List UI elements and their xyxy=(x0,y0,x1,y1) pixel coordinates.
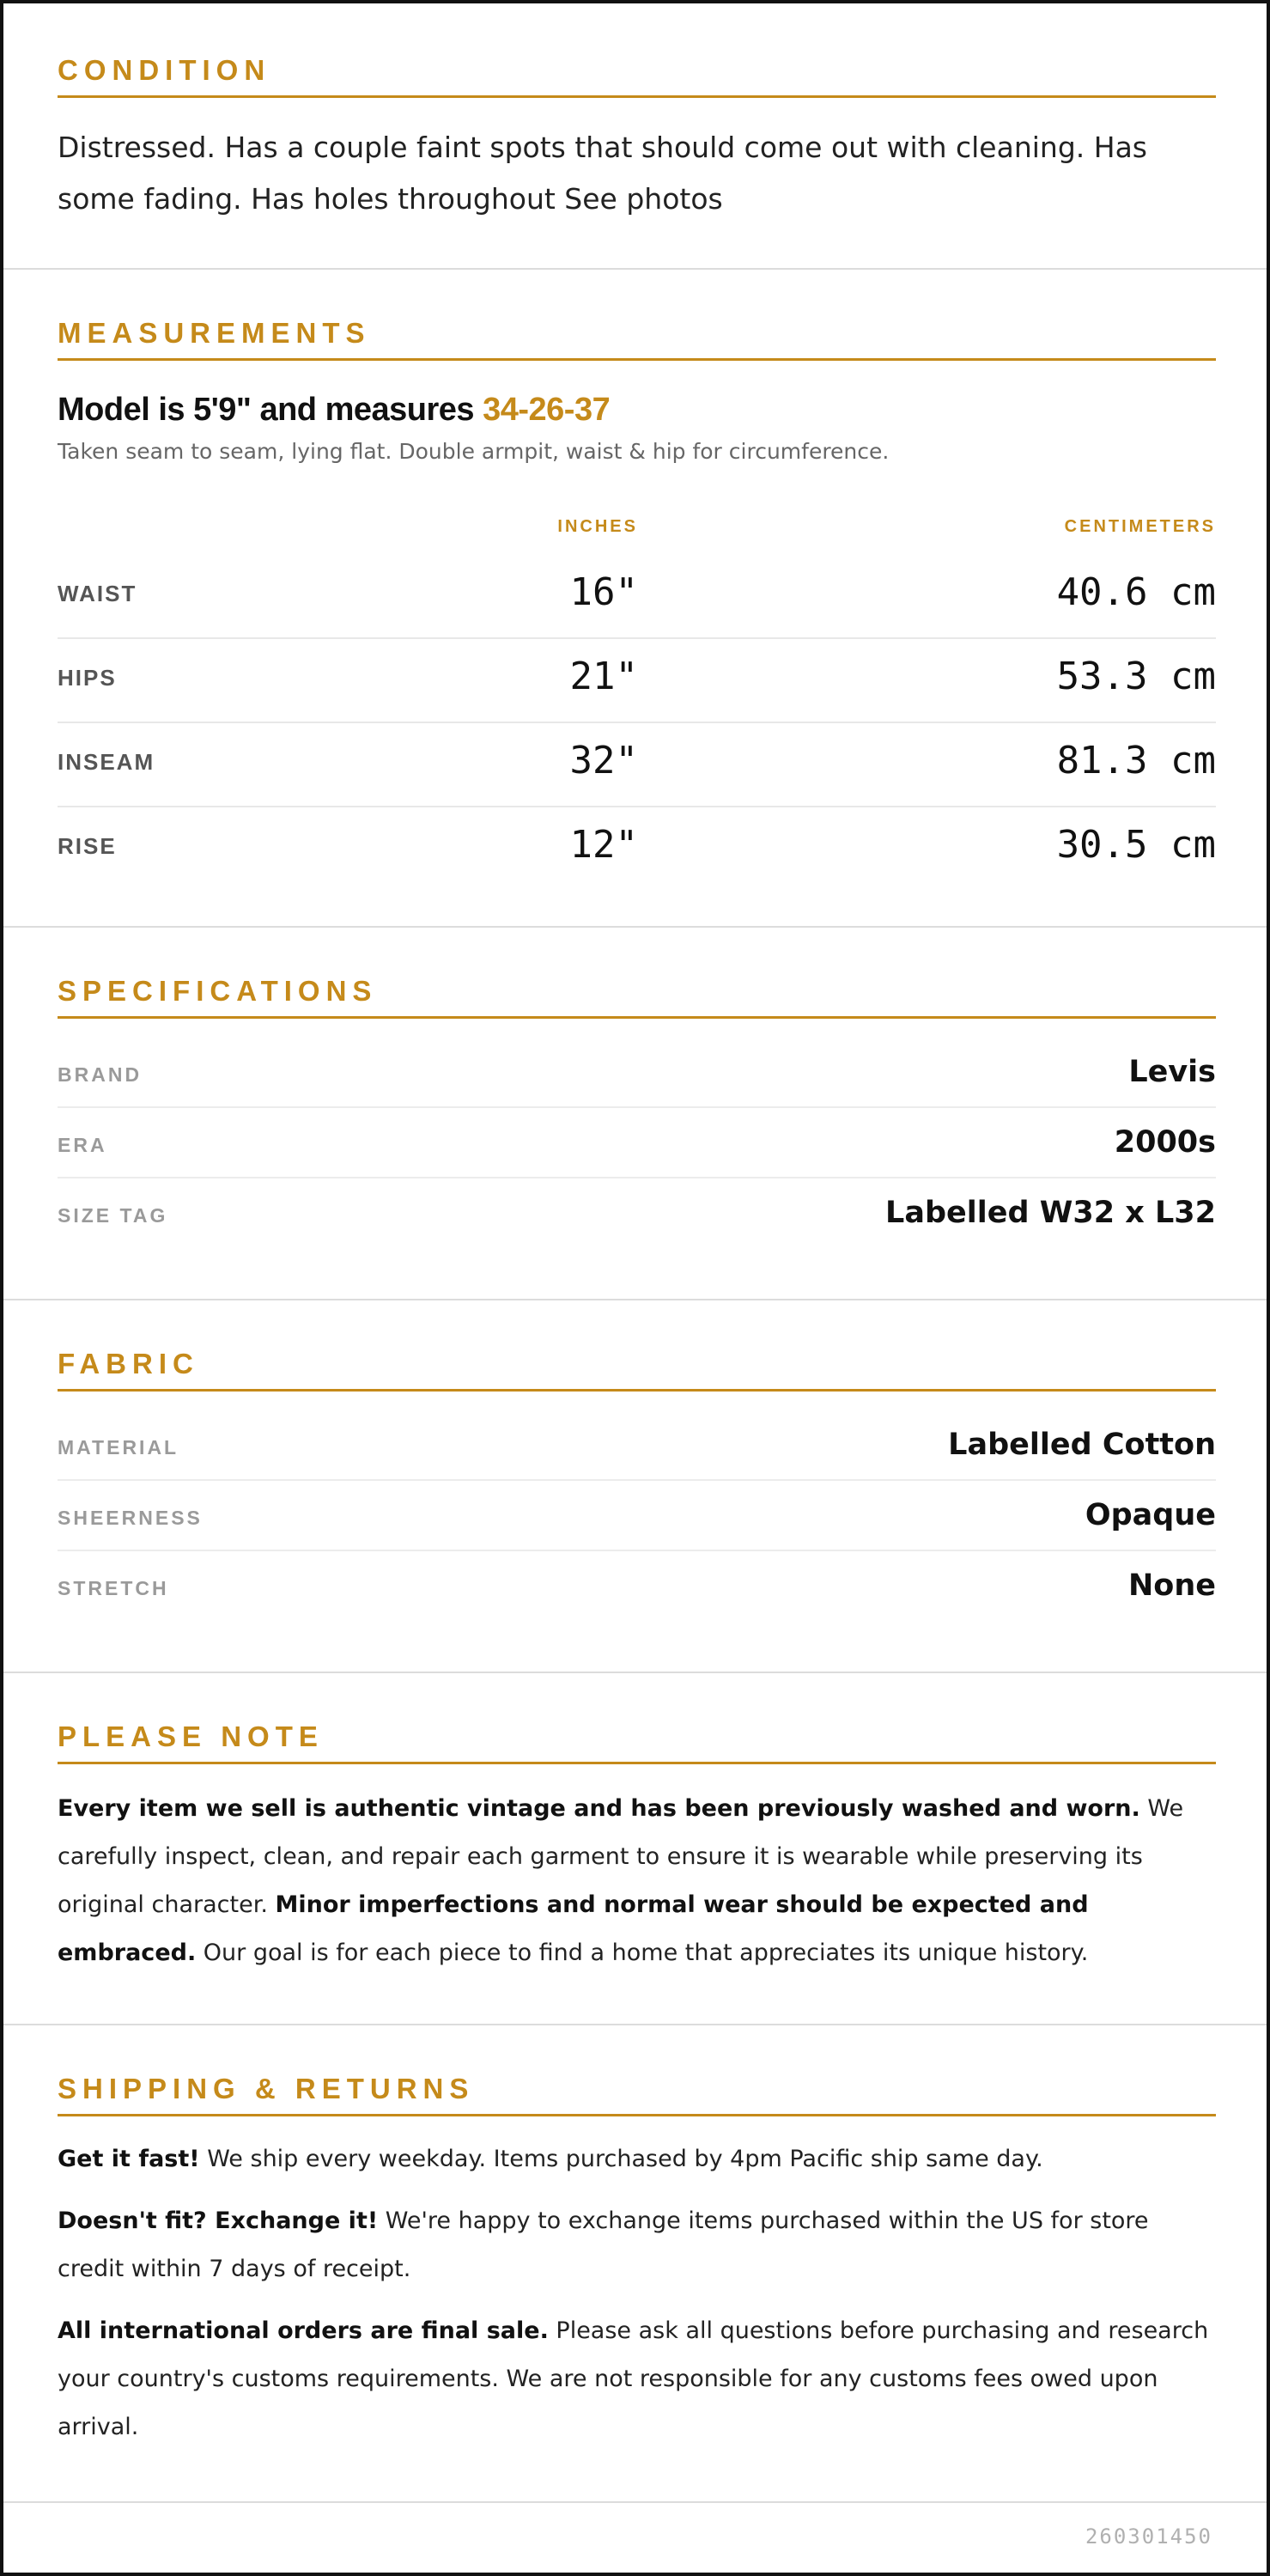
shipping-text-1: We ship every weekday. Items purchased by 4pm Pacific ship same day. xyxy=(199,2146,1043,2172)
shipping-section xyxy=(3,2025,1267,2503)
condition-text: Distressed. Has a couple faint spots that should come out with cleaning. Has some fading. Has holes throughout See photos xyxy=(58,131,1147,216)
fabric-label: STRETCH xyxy=(58,1577,169,1599)
shipping-paragraph-3 xyxy=(58,2307,1216,2451)
please-note-text-2: Our goal is for each piece to find a home that appreciates its unique history. xyxy=(196,1940,1089,1966)
please-note-section xyxy=(3,1673,1267,2025)
column-header-inches: INCHES xyxy=(557,517,638,536)
shipping-text-2: We're happy to exchange items purchased within the US for store credit within 7 days of receipt. xyxy=(58,2208,1149,2282)
shipping-text-3: Please ask all questions before purchasing and research your country's customs requirements. We are not responsible for any customs fees owed upon arrival. xyxy=(58,2317,1209,2440)
measurement-row-waist xyxy=(58,555,1216,639)
shipping-bold-2: Doesn't fit? Exchange it! xyxy=(58,2208,379,2234)
shipping-heading: SHIPPING & RETURNS xyxy=(58,2070,1216,2116)
measurement-label: INSEAM xyxy=(58,749,155,775)
measurement-label: WAIST xyxy=(58,581,137,606)
shipping-paragraph-1 xyxy=(58,2135,1216,2183)
measurements-section xyxy=(3,270,1267,928)
fabric-label: SHEERNESS xyxy=(58,1507,203,1529)
condition-heading: CONDITION xyxy=(58,52,1216,98)
measurement-row-rise xyxy=(58,807,1216,892)
spec-value: Labelled W32 x L32 xyxy=(885,1196,1216,1230)
fabric-row-stretch xyxy=(58,1551,1216,1622)
measurement-label: RISE xyxy=(58,833,117,859)
measurement-inches: 32" xyxy=(569,739,638,783)
measurement-label: HIPS xyxy=(58,665,117,691)
spec-row-era xyxy=(58,1108,1216,1178)
please-note-bold-2: Minor imperfections and normal wear should be expected and embraced. xyxy=(58,1891,1089,1966)
measurements-heading: MEASUREMENTS xyxy=(58,314,1216,361)
measurement-inches: 16" xyxy=(569,570,638,614)
fabric-row-sheerness xyxy=(58,1481,1216,1551)
spec-value: 2000s xyxy=(1114,1125,1216,1160)
column-header-centimeters: CENTIMETERS xyxy=(1064,517,1216,536)
fabric-value: None xyxy=(1128,1568,1216,1603)
please-note-heading: PLEASE NOTE xyxy=(58,1718,1216,1764)
measurement-centimeters: 30.5 cm xyxy=(1056,823,1216,867)
spec-row-size-tag xyxy=(58,1178,1216,1249)
spec-label: SIZE TAG xyxy=(58,1204,168,1227)
measurement-row-hips xyxy=(58,639,1216,723)
fabric-value: Opaque xyxy=(1085,1498,1216,1532)
please-note-bold-1: Every item we sell is authentic vintage and has been previously washed and worn. xyxy=(58,1795,1140,1822)
model-measurements xyxy=(58,392,1216,429)
please-note-text-1: We carefully inspect, clean, and repair each garment to ensure it is wearable while preserving its original character. xyxy=(58,1795,1184,1918)
measurement-centimeters: 40.6 cm xyxy=(1056,570,1216,614)
measurement-inches: 21" xyxy=(569,655,638,698)
measurement-inches: 12" xyxy=(569,823,638,867)
measurement-centimeters: 81.3 cm xyxy=(1056,739,1216,783)
condition-section xyxy=(3,3,1267,270)
spec-label: ERA xyxy=(58,1134,107,1156)
footer-item-code: 260301450 xyxy=(1085,2524,1212,2549)
shipping-bold-1: Get it fast! xyxy=(58,2146,200,2172)
fabric-value: Labelled Cotton xyxy=(948,1428,1216,1462)
fabric-row-material xyxy=(58,1410,1216,1481)
fabric-heading: FABRIC xyxy=(58,1345,1216,1392)
model-measurements-prefix: Model is 5'9" and measures xyxy=(58,392,483,428)
measurement-row-inseam xyxy=(58,723,1216,807)
spec-row-brand xyxy=(58,1038,1216,1108)
specifications-section xyxy=(3,928,1267,1300)
shipping-text xyxy=(58,2135,1216,2451)
spec-value: Levis xyxy=(1128,1055,1216,1089)
shipping-paragraph-2 xyxy=(58,2197,1216,2293)
fabric-section xyxy=(3,1300,1267,1673)
fabric-label: MATERIAL xyxy=(58,1436,179,1459)
model-measurements-highlight: 34-26-37 xyxy=(483,392,611,428)
shipping-bold-3: All international orders are final sale. xyxy=(58,2317,549,2344)
please-note-text xyxy=(58,1785,1216,1977)
measurements-subtitle: Taken seam to seam, lying flat. Double armpit, waist & hip for circumference. xyxy=(58,439,890,464)
spec-label: BRAND xyxy=(58,1063,143,1086)
specifications-heading: SPECIFICATIONS xyxy=(58,972,1216,1019)
measurement-centimeters: 53.3 cm xyxy=(1056,655,1216,698)
